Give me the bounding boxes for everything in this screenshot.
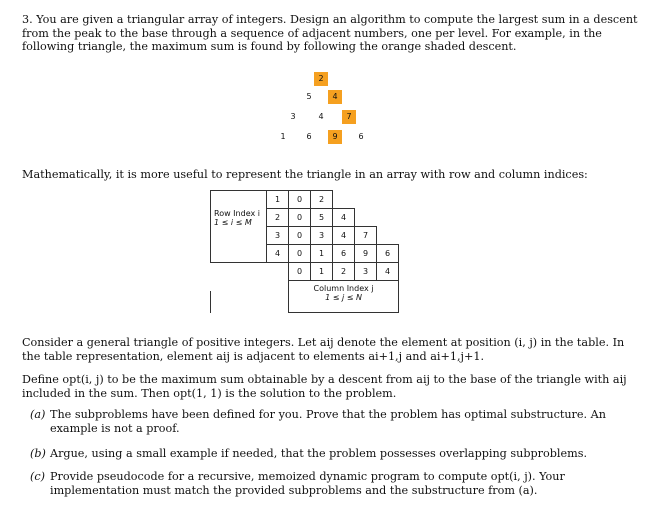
col-index: 0 bbox=[289, 263, 311, 281]
triangle-cell: 1 bbox=[280, 132, 286, 141]
column-index-label: Column Index j bbox=[313, 284, 374, 293]
adjacency-paragraph: Consider a general triangle of positive integers. Let aij denote the element at position (i, j) in the table. In the table representation, element aij is adjacent to elements ai+1,j and ai+1,j+1. bbox=[22, 336, 625, 363]
row-index: 2 bbox=[267, 209, 289, 227]
col-index: 2 bbox=[333, 263, 355, 281]
triangle-cell: 2 bbox=[314, 72, 328, 86]
triangle-cell: 4 bbox=[318, 112, 324, 121]
item-label: (a) bbox=[30, 408, 46, 421]
table-cell: 7 bbox=[355, 227, 377, 245]
triangle-cell: 6 bbox=[306, 132, 312, 141]
col-index: 1 bbox=[311, 263, 333, 281]
table-cell: 0 bbox=[289, 209, 311, 227]
triangle-cell: 4 bbox=[328, 90, 342, 104]
index-table bbox=[210, 190, 399, 313]
triangle-cell: 7 bbox=[342, 110, 356, 124]
triangle-cell: 3 bbox=[290, 112, 296, 121]
table-cell: 6 bbox=[377, 245, 399, 263]
item-text: Provide pseudocode for a recursive, memoized dynamic program to compute opt(i, j). Your implementation must match the provided subproblems and the substructure from (a). bbox=[50, 470, 565, 497]
triangle-cell: 6 bbox=[358, 132, 364, 141]
col-index: 3 bbox=[355, 263, 377, 281]
question-item-a bbox=[30, 408, 642, 435]
table-cell: 2 bbox=[311, 191, 333, 209]
item-label: (c) bbox=[30, 470, 45, 483]
table-cell: 4 bbox=[333, 227, 355, 245]
table-cell: 0 bbox=[289, 191, 311, 209]
row-index: 1 bbox=[267, 191, 289, 209]
triangle-cell: 5 bbox=[306, 92, 312, 101]
item-text: The subproblems have been defined for you. Prove that the problem has optimal substructure. An example is not a proof. bbox=[50, 408, 606, 435]
row-index-range: 1 ≤ i ≤ M bbox=[214, 217, 252, 227]
table-cell: 5 bbox=[311, 209, 333, 227]
math-intro: Mathematically, it is more useful to represent the triangle in an array with row and column indices: bbox=[22, 168, 588, 181]
left-rule bbox=[210, 291, 211, 313]
table-cell: 9 bbox=[355, 245, 377, 263]
definition-paragraph: Define opt(i, j) to be the maximum sum obtainable by a descent from aij to the base of the triangle with aij included in the sum. Then opt(1, 1) is the solution to the problem. bbox=[22, 373, 627, 400]
table-cell: 0 bbox=[289, 245, 311, 263]
table-cell: 6 bbox=[333, 245, 355, 263]
question-item-c bbox=[30, 470, 642, 497]
item-text: Argue, using a small example if needed, that the problem possesses overlapping subproblems. bbox=[50, 447, 588, 460]
row-index-label: Row Index i bbox=[214, 208, 260, 218]
row-index: 4 bbox=[267, 245, 289, 263]
problem-intro: 3. You are given a triangular array of integers. Design an algorithm to compute the largest sum in a descent from the peak to the base through a sequence of adjacent numbers, one per level. For example, in the following triangle, the maximum sum is found by following the orange shaded descent. bbox=[22, 13, 638, 54]
triangle-cell: 9 bbox=[328, 130, 342, 144]
table-cell: 0 bbox=[289, 227, 311, 245]
table-cell: 3 bbox=[311, 227, 333, 245]
table-cell: 1 bbox=[311, 245, 333, 263]
table-cell: 4 bbox=[333, 209, 355, 227]
col-index: 4 bbox=[377, 263, 399, 281]
question-item-b bbox=[30, 447, 642, 461]
column-index-label-box bbox=[289, 281, 399, 313]
row-index: 3 bbox=[267, 227, 289, 245]
column-index-range: 1 ≤ j ≤ N bbox=[325, 293, 362, 302]
item-label: (b) bbox=[30, 447, 46, 460]
